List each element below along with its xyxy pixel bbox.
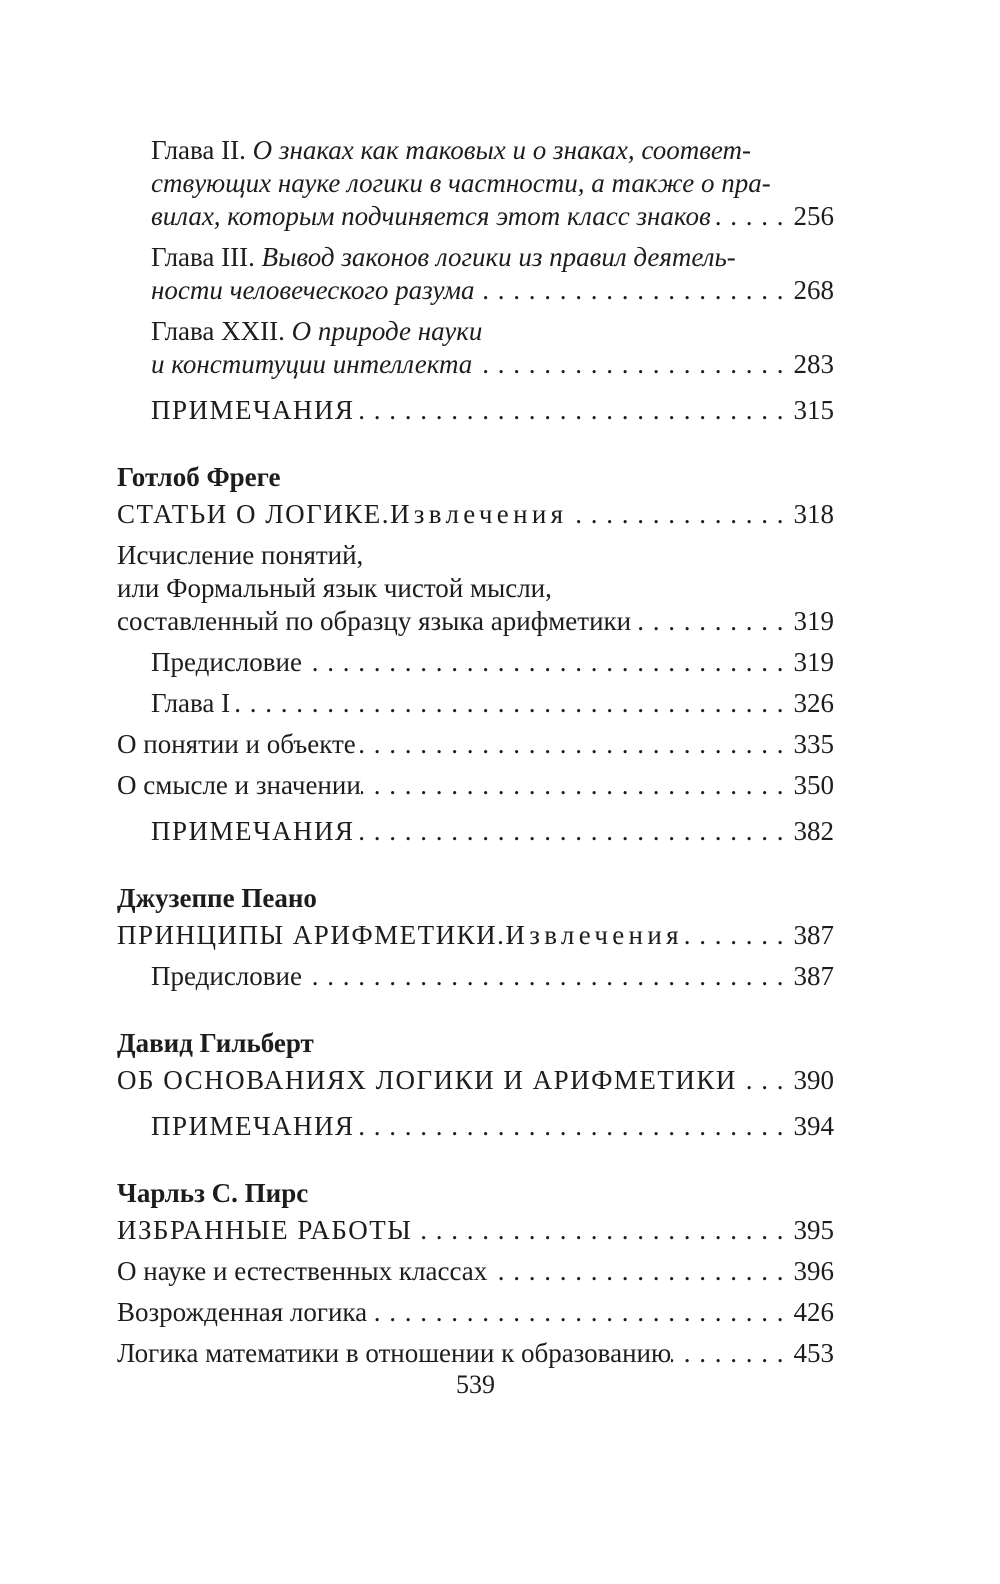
toc-entry-line [117, 1214, 834, 1247]
entry-page-number: 283 [793, 349, 834, 379]
toc-entry-line [151, 241, 834, 274]
entry-page-number: 395 [793, 1215, 834, 1245]
dot-leader [472, 348, 784, 381]
author-heading: Готлоб Фреге [117, 462, 281, 492]
toc-entry-line [117, 919, 834, 952]
entry-page-number: 453 [793, 1338, 834, 1368]
toc-entry [117, 241, 834, 307]
entry-text: О смысле и значении [117, 770, 361, 800]
entry-text: Извлечения [505, 920, 683, 950]
entry-text: Глава II. [151, 135, 253, 165]
toc-entry [117, 815, 834, 848]
entry-text: Глава I [151, 688, 231, 718]
entry-text: ОБ ОСНОВАНИЯХ ЛОГИКИ И АРИФМЕТИКИ [117, 1065, 737, 1095]
entry-text: вилах, которым подчиняется этот класс знаков [151, 201, 711, 231]
toc-entry-line [151, 815, 834, 848]
entry-text: Возрожденная логика [117, 1297, 368, 1327]
entry-text: Предисловие [151, 647, 302, 677]
toc-section [117, 882, 834, 993]
table-of-contents [117, 134, 834, 1370]
dot-leader [230, 687, 784, 720]
toc-entry [117, 1296, 834, 1329]
author-heading: Джузеппе Пеано [117, 883, 317, 913]
entry-page-number: 326 [793, 688, 834, 718]
toc-entry [117, 498, 834, 531]
entry-text: Извлечения [389, 499, 568, 529]
toc-entry [117, 646, 834, 679]
entry-page-number: 335 [793, 729, 834, 759]
toc-entry-line [117, 728, 834, 761]
dot-leader [683, 919, 785, 952]
dot-leader [356, 728, 785, 761]
toc-section [117, 461, 834, 848]
dot-leader [361, 769, 785, 802]
toc-entry [117, 1064, 834, 1097]
entry-text: или Формальный язык чистой мысли, [117, 573, 552, 603]
entry-text: ПРИНЦИПЫ АРИФМЕТИКИ. [117, 920, 506, 950]
dot-leader [355, 815, 785, 848]
entry-page-number: 394 [793, 1111, 834, 1141]
toc-entry [117, 919, 834, 952]
dot-leader [355, 1110, 785, 1143]
dot-leader [711, 200, 785, 233]
toc-entry [117, 1337, 834, 1370]
toc-entry [117, 1214, 834, 1247]
author-heading: Чарльз С. Пирс [117, 1178, 309, 1208]
toc-entry-line [151, 348, 834, 381]
dot-leader [567, 498, 784, 531]
entry-page-number: 387 [793, 920, 834, 950]
entry-text: составленный по образцу языка арифметики [117, 606, 632, 636]
toc-entry-line [117, 1255, 834, 1288]
toc-entry-line [117, 1296, 834, 1329]
entry-text: ПРИМЕЧАНИЯ [151, 816, 355, 846]
entry-text: Вывод законов логики из правил деятель- [261, 242, 736, 272]
toc-entry-line [151, 1110, 834, 1143]
page-number: 539 [456, 1370, 495, 1399]
entry-page-number: 382 [793, 816, 834, 846]
entry-text: Предисловие [151, 961, 302, 991]
entry-text: ИЗБРАННЫЕ РАБОТЫ [117, 1215, 413, 1245]
entry-text: ПРИМЕЧАНИЯ [151, 395, 355, 425]
entry-text: О науке и естественных классах [117, 1256, 488, 1286]
toc-section [117, 1027, 834, 1143]
entry-page-number: 315 [793, 395, 834, 425]
dot-leader [302, 960, 785, 993]
entry-page-number: 396 [793, 1256, 834, 1286]
entry-page-number: 426 [793, 1297, 834, 1327]
toc-section [117, 1177, 834, 1370]
toc-entry-line [117, 572, 834, 605]
toc-entry-line [151, 315, 834, 348]
dot-leader [475, 274, 785, 307]
toc-entry-line [151, 134, 834, 167]
entry-page-number: 319 [793, 606, 834, 636]
entry-page-number: 318 [793, 499, 834, 529]
dot-leader [355, 394, 785, 427]
toc-entry-line [151, 167, 834, 200]
entry-text: Исчисление понятий, [117, 540, 364, 570]
toc-entry-line [151, 274, 834, 307]
toc-entry-line [151, 960, 834, 993]
toc-entry-line [117, 1337, 834, 1370]
dot-leader [487, 1255, 784, 1288]
entry-text: О знаках как таковых и о знаках, соответ- [252, 135, 752, 165]
entry-text: О понятии и объекте [117, 729, 356, 759]
dot-leader [412, 1214, 784, 1247]
toc-entry [117, 134, 834, 233]
entry-text: Глава XXII. [151, 316, 292, 346]
toc-entry [117, 960, 834, 993]
entry-text: ПРИМЕЧАНИЯ [151, 1111, 355, 1141]
entry-text: Глава III. [151, 242, 262, 272]
entry-text: и конституции интеллекта [151, 349, 473, 379]
toc-entry-line [117, 769, 834, 802]
toc-section [117, 134, 834, 427]
dot-leader [737, 1064, 785, 1097]
toc-entry [117, 394, 834, 427]
toc-entry-line [151, 646, 834, 679]
dot-leader [631, 605, 784, 638]
entry-page-number: 268 [793, 275, 834, 305]
toc-entry-line [117, 1064, 834, 1097]
toc-entry-line [151, 200, 834, 233]
dot-leader [367, 1296, 784, 1329]
toc-entry [117, 1255, 834, 1288]
toc-entry [117, 728, 834, 761]
toc-entry [117, 315, 834, 381]
entry-text: ствующих науке логики в частности, а также о пра- [151, 168, 771, 198]
dot-leader [302, 646, 785, 679]
toc-entry [117, 1110, 834, 1143]
entry-page-number: 256 [793, 201, 834, 231]
entry-page-number: 319 [793, 647, 834, 677]
entry-page-number: 350 [793, 770, 834, 800]
author-heading: Давид Гильберт [117, 1028, 314, 1058]
entry-page-number: 387 [793, 961, 834, 991]
toc-entry-line [151, 394, 834, 427]
entry-text: ности человеческого разума [151, 275, 475, 305]
toc-entry [117, 539, 834, 638]
toc-entry-line [117, 539, 834, 572]
toc-entry [117, 769, 834, 802]
entry-text: Логика математики в отношении к образованию [117, 1338, 672, 1368]
dot-leader [671, 1337, 784, 1370]
entry-text: О природе науки [291, 316, 483, 346]
toc-entry-line [117, 605, 834, 638]
entry-page-number: 390 [793, 1065, 834, 1095]
toc-entry-line [117, 498, 834, 531]
toc-entry-line [151, 687, 834, 720]
toc-entry [117, 687, 834, 720]
entry-text: СТАТЬИ О ЛОГИКЕ. [117, 499, 390, 529]
